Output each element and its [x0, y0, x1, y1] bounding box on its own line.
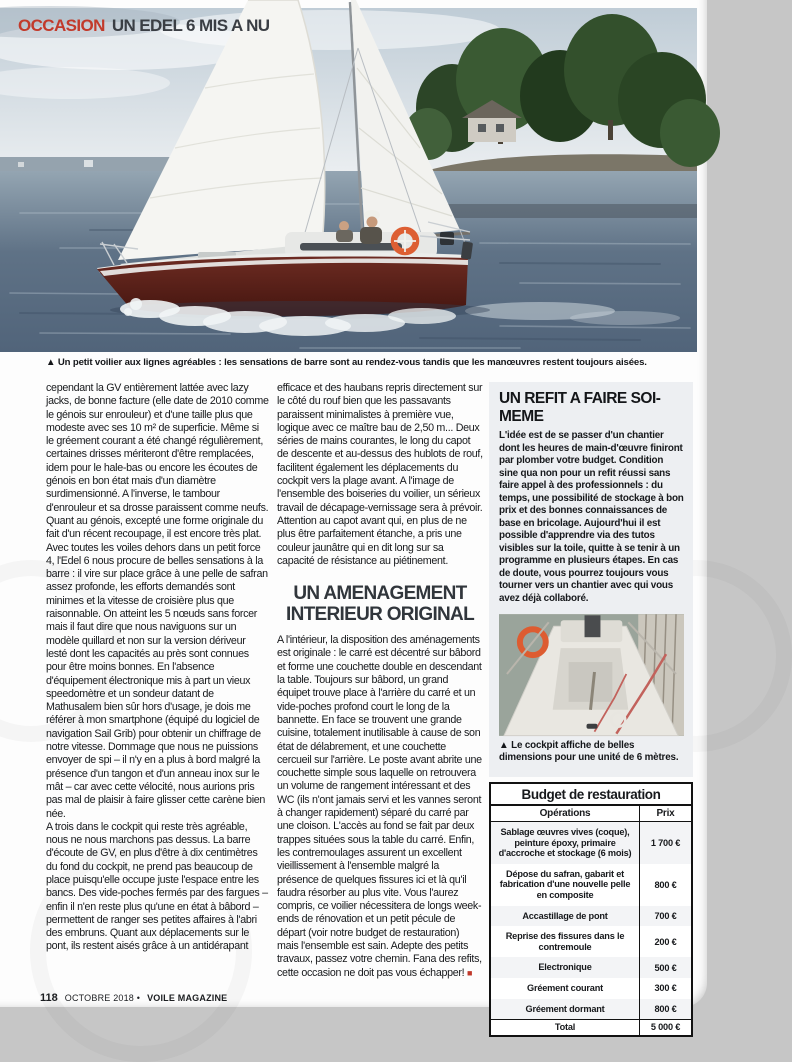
sidebar-text: L'idée est de se passer d'un chantier dont les heures de main-d'œuvre finiront par plomber votre budget. Condition sine qua non pour un refit réussi sans faire appel à des professionnels : du temps, une possibilité de stockage à bon prix et des bonnes connaissances de base en bricolage. Aujourd'hui il est possible d'apprendre via des tutos visibles sur la toile, quitte à se tenir à un programme en plusieurs étapes. En cas de doute, vous pourrez toujours vous tourner vers un chantier avec qui vous avez déjà collaboré.: [499, 430, 684, 604]
sailboat-photo-illustration: [0, 8, 697, 352]
column-header-operations: Opérations: [539, 808, 591, 819]
hero-caption: ▲ Un petit voilier aux lignes agréables : les sensations de barre sont au rendez-vous tandis que les manœuvres restent toujours aisées.: [46, 357, 647, 368]
budget-table: [489, 782, 693, 1037]
hero-photo-sailboat: [0, 8, 697, 352]
operation-cell: Gréement courant: [527, 982, 603, 993]
operation-cell: Dépose du safran, gabarit et fabrication d'une nouvelle pelle en composite: [499, 868, 631, 900]
paragraph-text: A l'intérieur, la disposition des aménagements est originale : le carré est décentré sur bâbord et forme une couchette double en descendant la table. Toujours sur bâbord, un grand équipet trouve place à l'arrière du carré et un vide-poches profond court le long de la bannette. En face se trouvent une grande cuisine, totalement inutilisable à cause de son état de délabrement, et une couchette cercueil sur l'arrière. Le poste avant abrite une couchette simple sous laquelle on retrouvera un volume de rangement intéressant et des WC (ils n'ont jamais servi et les vannes seront à changer rapidement) séparé du carré par une cloison. L'accès au fond se fait par deux trappes situées sous la table du carré. Enfin, les contremoulages assurent un excellent vieillissement à l'ensemble malgré la présence de quelques fissures ici et là qu'il faudra résorber au plus vite. Vous l'aurez compris, ce voilier nécessitera de longs week-ends de rénovation et un petit pécule de départ (voir notre budget de restauration) mais l'ensemble est sain. Adepte des petits travaux, passez votre chemin. Fana des refits, cette occasion ne doit pas vous échapper!: [277, 634, 482, 979]
table-row: [491, 822, 691, 864]
sidebar-title: UN REFIT A FAIRE SOI-MEME: [499, 390, 661, 425]
total-price: 5 000 €: [639, 1020, 691, 1035]
kicker-label: OCCASION: [18, 16, 105, 35]
price-cell: 1 700 €: [639, 822, 691, 864]
total-label: Total: [554, 1022, 576, 1033]
paragraph: Avec toutes les voiles dehors dans un petit force 4, l'Edel 6 nous procure de belles sensations à la barre : il vire sur place grâce à une pelle de safran assez profonde, les efforts demandés sont minimes et la vitesse de croisière plus que raisonnable. On atteint les 5 nœuds sans forcer mais il faut dire que nous naviguons sur un modèle quillard et non sur la version dériveur lesté dont les capacités au près sont connues pour être moins bonnes. En l'absence d'équipement électronique mis à part un vieux speedomètre et un sondeur datant de Mathusalem bien sûr hors d'usage, je dois me référer à mon smartphone (équipé du logiciel de navigation Sail Grib) pour obtenir un chiffrage de notre vitesse. Dommage que nous ne puissions envoyer de spi – il n'y en a plus à bord malgré la présence d'un tangon et d'un anneau inox sur le mât – car avec cette vélocité, nous aurions pris pas mal de plaisir à faire glisser cette carène bien née.: [46, 541, 268, 820]
sidebar-photo-caption: ▲ Le cockpit affiche de belles dimensions pour une unité de 6 mètres.: [499, 740, 679, 763]
page-number: 118: [40, 992, 58, 1004]
issue-date: OCTOBRE 2018 •: [64, 993, 141, 1003]
sidebar-refit-box: [489, 382, 693, 777]
operation-cell: Electronique: [538, 962, 592, 973]
article-column-1: [46, 382, 269, 954]
operation-cell: Gréement dormant: [525, 1003, 605, 1014]
magazine-name: VOILE MAGAZINE: [147, 993, 228, 1003]
page-title: UN EDEL 6 MIS A NU: [111, 16, 270, 35]
section-heading: UN AMENAGEMENT INTERIEUR ORIGINAL: [286, 583, 474, 626]
table-row: [491, 926, 691, 957]
column-header-price: Prix: [639, 806, 691, 821]
operation-cell: Accastillage de pont: [522, 910, 608, 921]
table-row: [491, 957, 691, 978]
operation-cell: Sablage œuvres vives (coque), peinture époxy, primaire d'accroche et stockage (6 mois): [498, 827, 632, 859]
price-cell: 700 €: [639, 906, 691, 927]
paragraph: [277, 634, 483, 980]
paragraph: A trois dans le cockpit qui reste très agréable, nous ne nous marchons pas dessus. La barre d'écoute de GV, en plus d'être à dix centimètres du fond du cockpit, ne prend pas beaucoup de place puisqu'elle occupe juste l'espace entre les bancs. Des vide-poches fermés par des fargues – enfin il n'en reste plus qu'une en état à bâbord – permettent de ranger ses petites affaires à l'abri des embruns. Quant aux déplacements sur le pont, ils restent aisés grâce à un antidérapant: [46, 820, 268, 953]
price-cell: 500 €: [639, 957, 691, 978]
table-total-row: [491, 1019, 691, 1035]
article-column-2: [277, 382, 483, 980]
price-cell: 800 €: [639, 999, 691, 1020]
table-row: [491, 978, 691, 999]
page-footer: [40, 992, 227, 1004]
cockpit-photo-illustration: [499, 614, 684, 736]
operation-cell: Reprise des fissures dans le contremoule: [505, 931, 625, 952]
table-row: [491, 864, 691, 906]
price-cell: 800 €: [639, 864, 691, 906]
end-of-article-mark: ■: [467, 967, 473, 978]
paragraph: efficace et des haubans repris directement sur le côté du rouf bien que les passavants paraissent minimalistes à première vue, logique avec ce maître bau de 2,50 m... Deux séries de mains courantes, le long du capot de descente et au-dessus des hublots de rouf, facilitent également les déplacements du cockpit vers la plage avant. A l'image de l'ensemble des boiseries du voilier, un sérieux travail de décapage-vernissage sera à prévoir. Attention au capot avant qui, en plus de ne plus être parfaitement étanche, a pris une couleur jaunâtre qui en dit long sur sa capacité de résistance au piétinement.: [277, 382, 483, 567]
cockpit-photo: [499, 614, 684, 736]
table-row: [491, 999, 691, 1020]
price-cell: 300 €: [639, 978, 691, 999]
paragraph: cependant la GV entièrement lattée avec lazy jacks, de bonne facture (elle date de 2010 comme le génois sur enrouleur) et d'une taille plus que modeste avec ses 10 m² de superficie. Même si le gréement courant a été changé régulièrement, certaines drisses mériteront d'être remplacées, idem pour le hale-bas ou encore les écoutes de génois en bon état mais d'un diamètre surdimensionné. A l'inverse, le tambour d'enrouleur et sa drosse paraissent comme neufs. Quant au génois, excepté une forme originale du fait d'un récent recoupage, il est encore très plat.: [46, 382, 269, 541]
price-cell: 200 €: [639, 926, 691, 957]
budget-table-header: [491, 806, 691, 822]
table-row: [491, 906, 691, 927]
section-kicker: [18, 16, 269, 36]
budget-table-title: Budget de restauration: [491, 784, 691, 806]
